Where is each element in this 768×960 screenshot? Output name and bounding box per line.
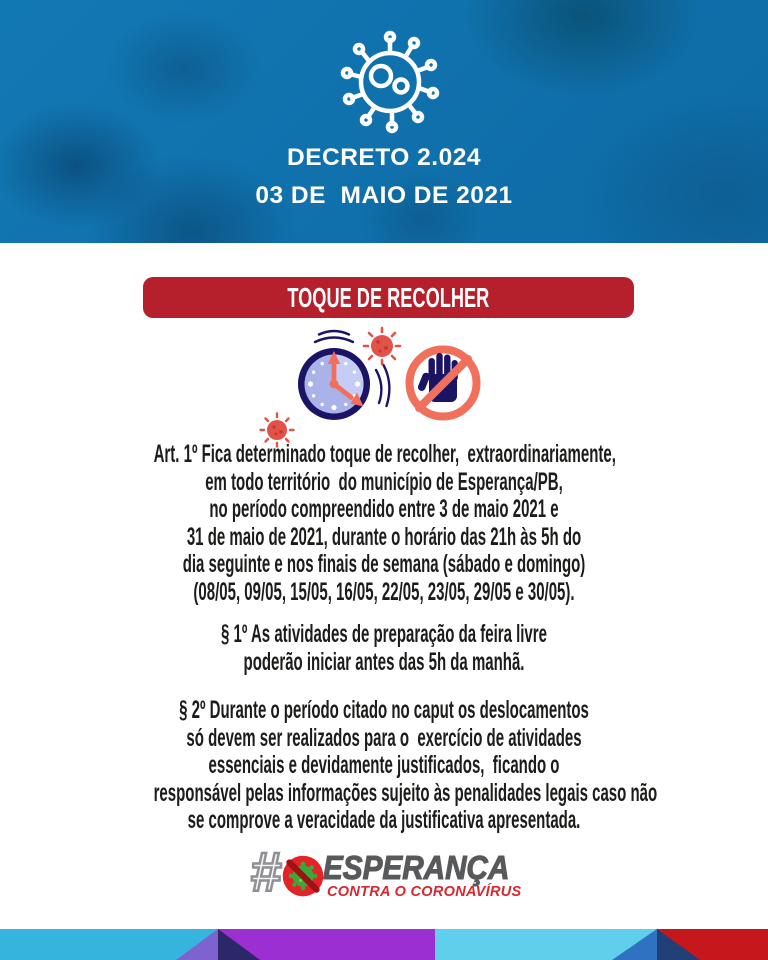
text-line: responsável pelas informações sujeito às penalidades legais caso não bbox=[153, 778, 658, 807]
text-line: § 1º As atividades de preparação da feira livre bbox=[221, 620, 547, 648]
text-line: essenciais e devidamente justificados, ficando o bbox=[208, 751, 560, 779]
stop-hand-prohibited-icon bbox=[410, 350, 477, 417]
text-line: Art. 1º Fica determinado toque de recolher, extraordinariamente, bbox=[153, 440, 616, 468]
text-line: dia seguinte e nos finais de semana (sábado e domingo) bbox=[182, 550, 586, 578]
text-line: 31 de maio de 2021, durante o horário das 21h às 5h do bbox=[186, 522, 582, 551]
illustration bbox=[230, 322, 520, 450]
curfew-clock-icon bbox=[298, 348, 370, 420]
text-line: só devem ser realizados para o exercício de atividades bbox=[186, 723, 582, 752]
text-line: § 2º Durante o período citado no caput os deslocamentos bbox=[179, 696, 589, 724]
virus-particle-icon bbox=[364, 328, 400, 364]
curfew-banner-label: TOQUE DE RECOLHER bbox=[287, 281, 490, 313]
curfew-banner bbox=[143, 277, 634, 318]
campaign-logo bbox=[224, 840, 544, 910]
text-line: poderão iniciar antes das 5h da manhã. bbox=[243, 647, 525, 676]
article-1-text bbox=[154, 441, 615, 606]
coronavirus-outline-icon bbox=[338, 30, 442, 134]
header-photo-band bbox=[0, 0, 768, 243]
hashtag-symbol: # bbox=[250, 840, 282, 903]
logo-tagline: CONTRA O CORONAVÍRUS bbox=[327, 884, 522, 900]
paragraph-1-text bbox=[154, 621, 615, 676]
paragraph-2-text bbox=[153, 696, 658, 835]
bottom-border bbox=[0, 929, 768, 960]
text-line: (08/05, 09/05, 15/05, 16/05, 22/05, 23/05, 29/05 e 30/05). bbox=[193, 577, 575, 606]
text-line: no período compreendido entre 3 de maio 2021 e bbox=[209, 495, 559, 523]
decree-date: 03 DE MAIO DE 2021 bbox=[255, 182, 513, 209]
text-line: se comprove a veracidade da justificativa apresentada. bbox=[187, 806, 581, 834]
logo-name: ESPERANÇA bbox=[323, 849, 510, 886]
decree-number: DECRETO 2.024 bbox=[287, 144, 481, 171]
text-line: em todo território do município de Esperança/PB, bbox=[205, 467, 563, 496]
